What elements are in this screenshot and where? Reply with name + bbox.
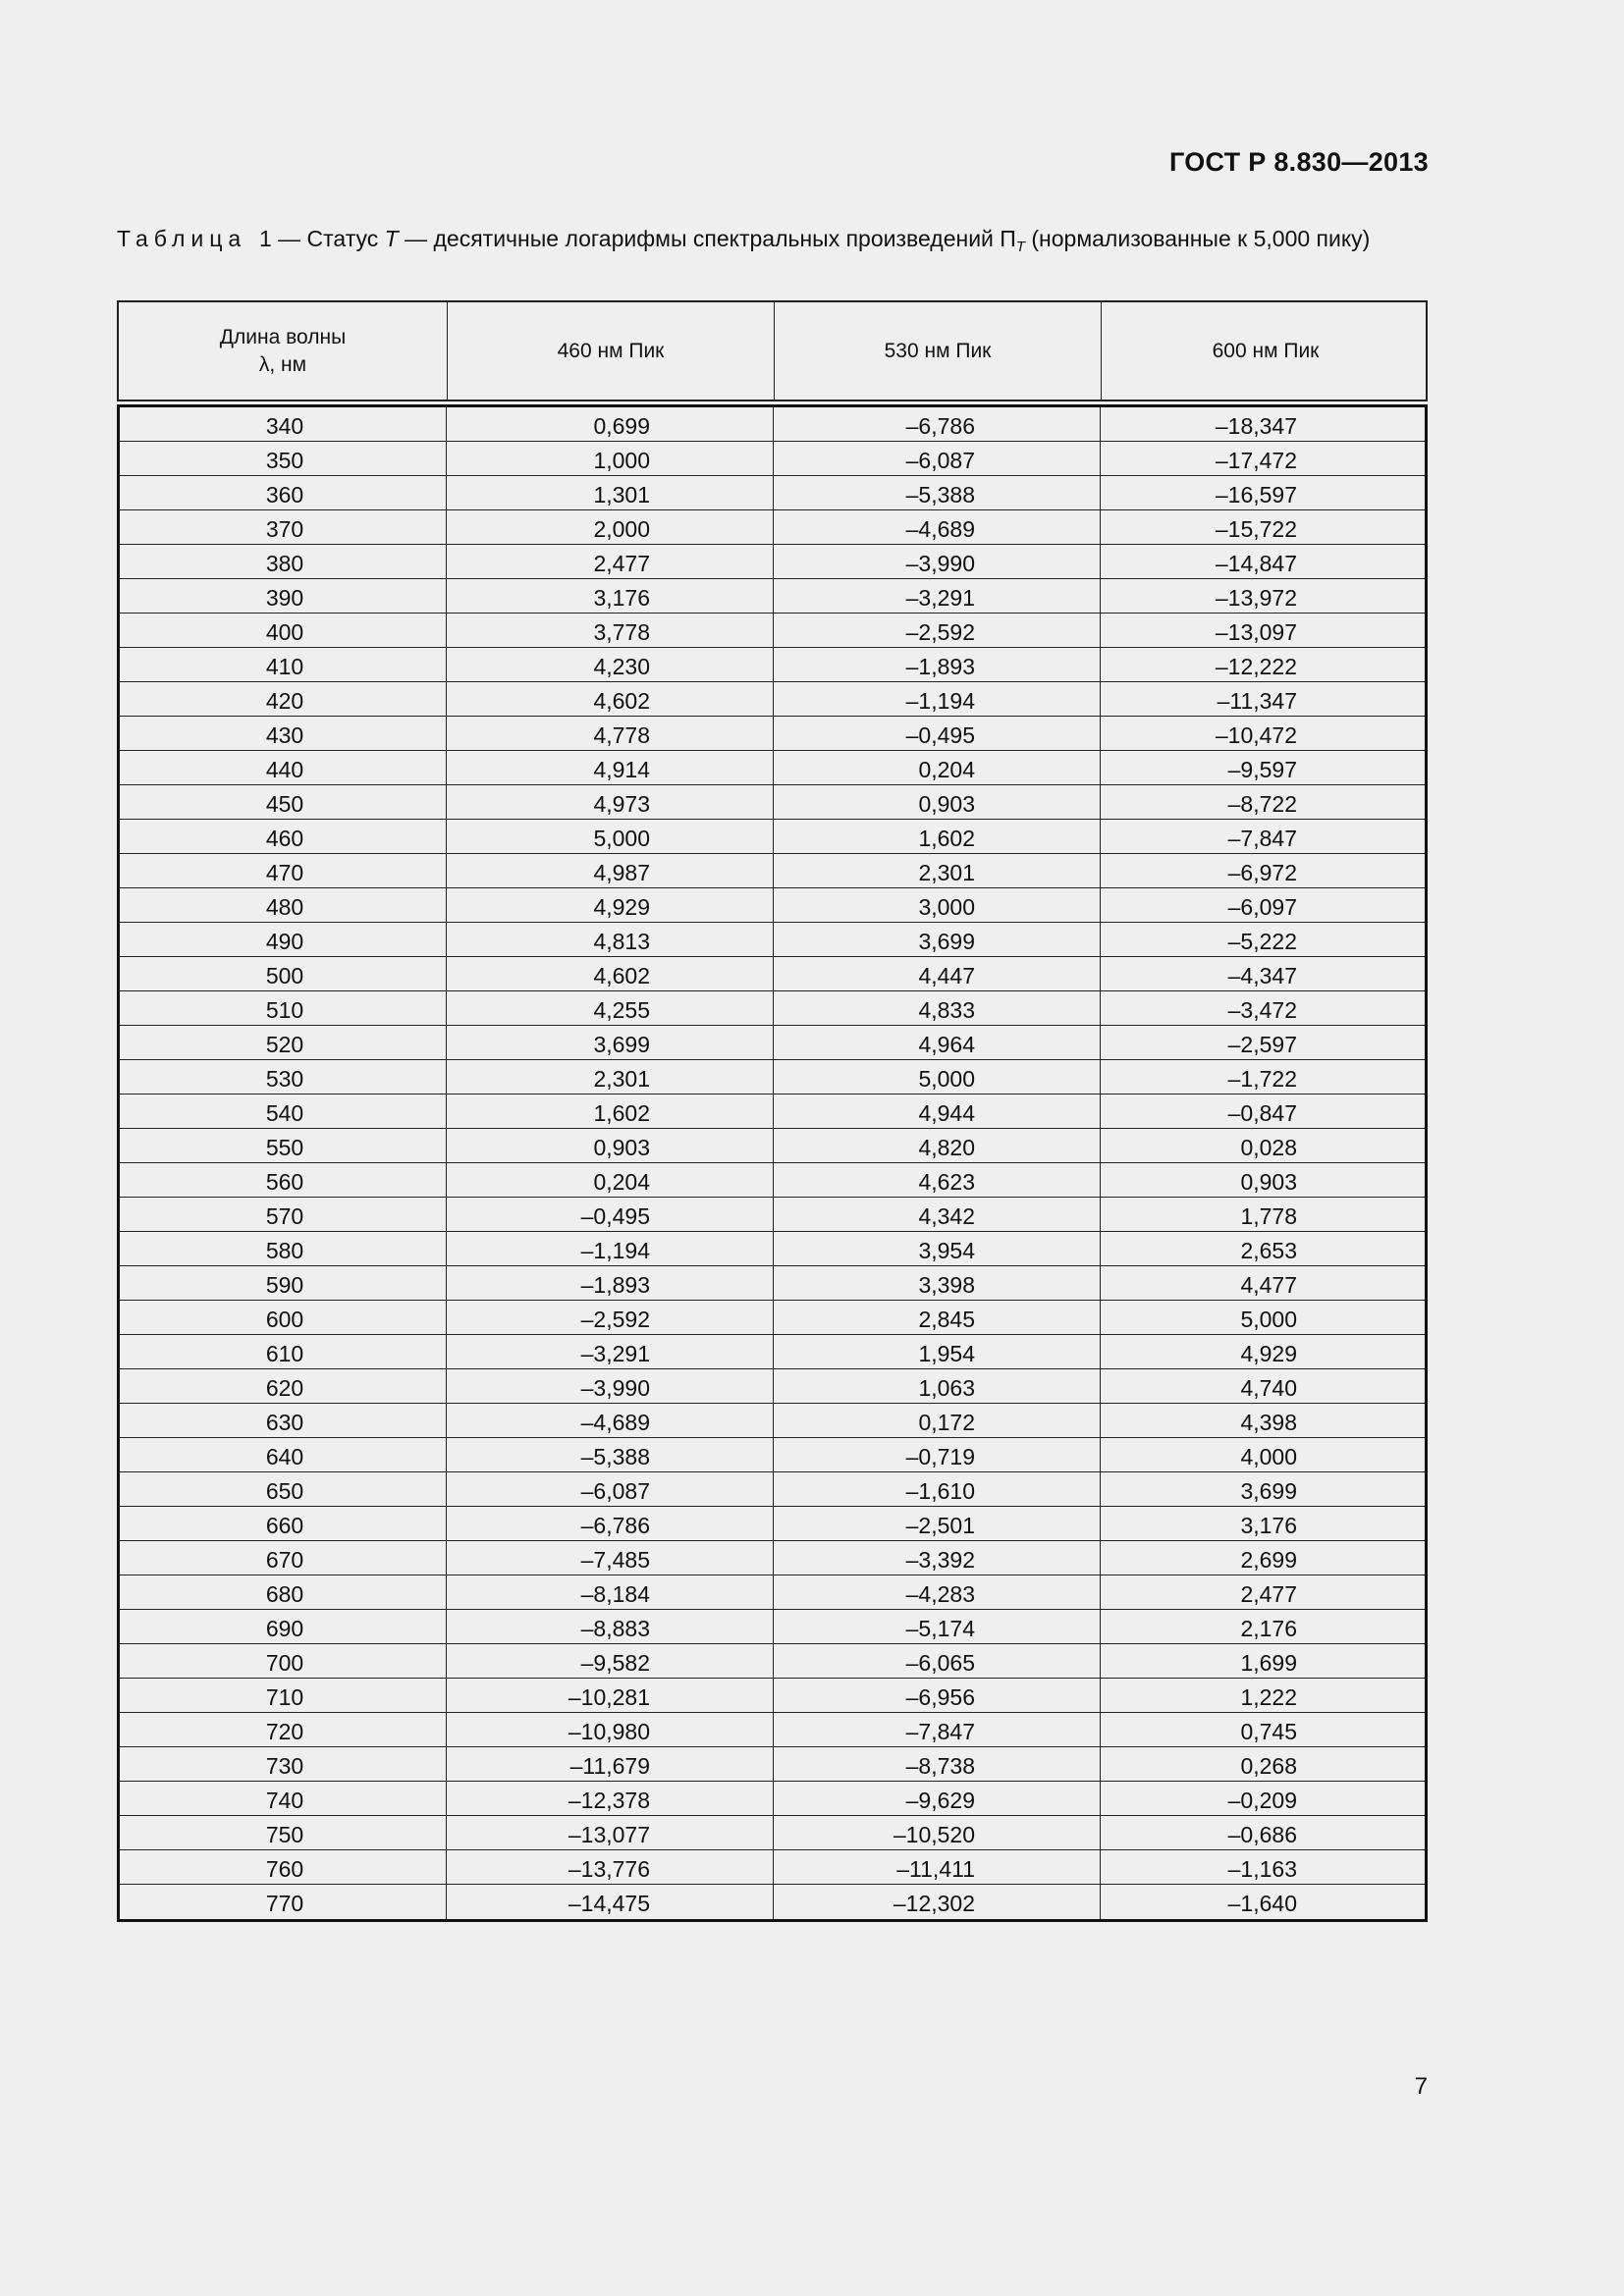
cell-530-peak: –6,065 — [774, 1644, 1101, 1678]
table-row — [120, 1369, 1425, 1404]
cell-wavelength: 370 — [120, 510, 447, 544]
cell-530-peak: –4,689 — [774, 510, 1101, 544]
cell-600-peak: –15,722 — [1215, 515, 1297, 542]
cell-530-peak: –6,087 — [774, 442, 1101, 475]
table-row — [120, 1644, 1425, 1679]
cell-460-peak: 4,914 — [447, 751, 774, 784]
cell-530-peak: –10,520 — [774, 1816, 1101, 1849]
table-header-row — [117, 300, 1428, 401]
cell-530-peak: –7,847 — [774, 1713, 1101, 1746]
table-row — [120, 1507, 1425, 1541]
cell-530-peak: –9,629 — [774, 1782, 1101, 1815]
caption-text-after: (нормализованные к 5,000 пику) — [1024, 226, 1371, 251]
cell-530-peak: 1,602 — [774, 820, 1101, 853]
cell-wavelength: 720 — [120, 1713, 447, 1746]
cell-460-peak: 5,000 — [447, 820, 774, 853]
table-row — [120, 820, 1425, 854]
table-caption — [117, 224, 1431, 262]
cell-wavelength: 520 — [120, 1026, 447, 1059]
cell-600-peak: –13,972 — [1215, 584, 1297, 611]
table-row — [120, 614, 1425, 648]
cell-wavelength: 360 — [120, 476, 447, 509]
table-body — [117, 404, 1428, 1922]
cell-530-peak: –5,388 — [774, 476, 1101, 509]
cell-600-peak: 2,699 — [1240, 1546, 1297, 1573]
table-row — [120, 1129, 1425, 1163]
header-530-peak: 530 нм Пик — [775, 302, 1102, 400]
cell-600-peak: –4,347 — [1227, 962, 1297, 988]
cell-460-peak: –10,980 — [447, 1713, 774, 1746]
cell-530-peak: –3,990 — [774, 545, 1101, 578]
cell-460-peak: 4,778 — [447, 717, 774, 750]
cell-600-peak: 1,699 — [1240, 1649, 1297, 1676]
cell-wavelength: 470 — [120, 854, 447, 887]
cell-wavelength: 490 — [120, 923, 447, 956]
table-row — [120, 545, 1425, 579]
cell-wavelength: 590 — [120, 1266, 447, 1300]
cell-600-peak: –6,097 — [1227, 893, 1297, 920]
table-row — [120, 888, 1425, 923]
cell-wavelength: 450 — [120, 785, 447, 819]
page-number: 7 — [1414, 2073, 1428, 2100]
cell-wavelength: 760 — [120, 1850, 447, 1884]
cell-600-peak: –1,640 — [1227, 1891, 1297, 1916]
cell-wavelength: 530 — [120, 1060, 447, 1094]
cell-600-peak: 4,398 — [1240, 1409, 1297, 1435]
table-row — [120, 510, 1425, 545]
table-row — [120, 1198, 1425, 1232]
cell-600-peak: 2,477 — [1240, 1580, 1297, 1607]
cell-530-peak: 4,342 — [774, 1198, 1101, 1231]
cell-530-peak: 3,699 — [774, 923, 1101, 956]
cell-530-peak: 4,964 — [774, 1026, 1101, 1059]
cell-wavelength: 700 — [120, 1644, 447, 1678]
cell-460-peak: –4,689 — [447, 1404, 774, 1437]
cell-600-peak: 0,903 — [1240, 1168, 1297, 1195]
cell-wavelength: 560 — [120, 1163, 447, 1197]
cell-600-peak: –12,222 — [1215, 653, 1297, 679]
table-row — [120, 1713, 1425, 1747]
cell-530-peak: 4,944 — [774, 1095, 1101, 1128]
cell-460-peak: –10,281 — [447, 1679, 774, 1712]
cell-600-peak: –1,163 — [1227, 1855, 1297, 1882]
cell-530-peak: 4,833 — [774, 991, 1101, 1025]
table-row — [120, 1472, 1425, 1507]
cell-460-peak: –6,087 — [447, 1472, 774, 1506]
cell-wavelength: 600 — [120, 1301, 447, 1334]
table-row — [120, 1232, 1425, 1266]
cell-460-peak: 1,602 — [447, 1095, 774, 1128]
cell-wavelength: 670 — [120, 1541, 447, 1575]
table-row — [120, 854, 1425, 888]
cell-600-peak: 2,653 — [1240, 1237, 1297, 1263]
cell-wavelength: 380 — [120, 545, 447, 578]
cell-460-peak: –13,776 — [447, 1850, 774, 1884]
cell-wavelength: 510 — [120, 991, 447, 1025]
cell-600-peak: 4,929 — [1240, 1340, 1297, 1366]
table-row — [120, 1679, 1425, 1713]
cell-wavelength: 610 — [120, 1335, 447, 1368]
cell-460-peak: 3,176 — [447, 579, 774, 613]
cell-600-peak: –6,972 — [1227, 859, 1297, 885]
cell-530-peak: –1,893 — [774, 648, 1101, 681]
cell-530-peak: 1,063 — [774, 1369, 1101, 1403]
cell-460-peak: –11,679 — [447, 1747, 774, 1781]
cell-460-peak: –9,582 — [447, 1644, 774, 1678]
cell-530-peak: –3,392 — [774, 1541, 1101, 1575]
cell-460-peak: 4,987 — [447, 854, 774, 887]
cell-460-peak: 0,699 — [447, 407, 774, 441]
table-row — [120, 1816, 1425, 1850]
cell-wavelength: 620 — [120, 1369, 447, 1403]
cell-600-peak: 3,176 — [1240, 1512, 1297, 1538]
cell-wavelength: 550 — [120, 1129, 447, 1162]
cell-530-peak: –0,495 — [774, 717, 1101, 750]
caption-number: 1 — [258, 226, 272, 251]
cell-600-peak: –7,847 — [1227, 825, 1297, 851]
cell-wavelength: 630 — [120, 1404, 447, 1437]
cell-530-peak: 4,623 — [774, 1163, 1101, 1197]
cell-530-peak: 1,954 — [774, 1335, 1101, 1368]
cell-460-peak: 4,230 — [447, 648, 774, 681]
cell-460-peak: –13,077 — [447, 1816, 774, 1849]
cell-460-peak: 4,813 — [447, 923, 774, 956]
cell-600-peak: 0,028 — [1240, 1134, 1297, 1160]
cell-530-peak: –4,283 — [774, 1575, 1101, 1609]
cell-460-peak: 1,000 — [447, 442, 774, 475]
cell-wavelength: 480 — [120, 888, 447, 922]
cell-wavelength: 770 — [120, 1885, 447, 1919]
cell-460-peak: –12,378 — [447, 1782, 774, 1815]
document-code: ГОСТ Р 8.830—2013 — [1168, 147, 1429, 177]
cell-600-peak: 4,477 — [1240, 1271, 1297, 1298]
table-row — [120, 785, 1425, 820]
cell-460-peak: 4,255 — [447, 991, 774, 1025]
cell-460-peak: –2,592 — [447, 1301, 774, 1334]
cell-460-peak: 2,477 — [447, 545, 774, 578]
table-row — [120, 1060, 1425, 1095]
cell-wavelength: 660 — [120, 1507, 447, 1540]
cell-530-peak: –2,592 — [774, 614, 1101, 647]
caption-label: Таблица — [117, 226, 247, 251]
cell-530-peak: –0,719 — [774, 1438, 1101, 1471]
cell-wavelength: 440 — [120, 751, 447, 784]
cell-530-peak: 2,845 — [774, 1301, 1101, 1334]
header-wavelength: Длина волны λ, нм — [119, 302, 448, 400]
cell-460-peak: –6,786 — [447, 1507, 774, 1540]
cell-530-peak: –11,411 — [774, 1850, 1101, 1884]
table-row — [120, 957, 1425, 991]
cell-460-peak: 3,778 — [447, 614, 774, 647]
header-600-peak: 600 нм Пик — [1212, 339, 1320, 362]
cell-600-peak: 0,745 — [1240, 1718, 1297, 1744]
cell-wavelength: 690 — [120, 1610, 447, 1643]
cell-600-peak: –1,722 — [1227, 1065, 1297, 1092]
cell-wavelength: 740 — [120, 1782, 447, 1815]
cell-460-peak: –8,883 — [447, 1610, 774, 1643]
cell-600-peak: 2,176 — [1240, 1615, 1297, 1641]
cell-600-peak: –13,097 — [1215, 618, 1297, 645]
caption-text-before: — Статус — [271, 226, 385, 251]
cell-wavelength: 650 — [120, 1472, 447, 1506]
table-row — [120, 1301, 1425, 1335]
cell-530-peak: –1,610 — [774, 1472, 1101, 1506]
table-row — [120, 648, 1425, 682]
cell-460-peak: –5,388 — [447, 1438, 774, 1471]
cell-530-peak: –1,194 — [774, 682, 1101, 716]
cell-530-peak: –12,302 — [774, 1885, 1101, 1919]
cell-wavelength: 750 — [120, 1816, 447, 1849]
cell-530-peak: 0,204 — [774, 751, 1101, 784]
cell-460-peak: –14,475 — [447, 1885, 774, 1919]
cell-wavelength: 570 — [120, 1198, 447, 1231]
cell-600-peak: –14,847 — [1215, 550, 1297, 576]
cell-530-peak: –2,501 — [774, 1507, 1101, 1540]
table-row — [120, 442, 1425, 476]
cell-600-peak: 3,699 — [1240, 1477, 1297, 1504]
cell-530-peak: 3,398 — [774, 1266, 1101, 1300]
cell-460-peak: 0,903 — [447, 1129, 774, 1162]
cell-460-peak: 4,602 — [447, 682, 774, 716]
cell-600-peak: –8,722 — [1227, 790, 1297, 817]
caption-text-middle: — десятичные логарифмы спектральных произведений П — [398, 226, 1016, 251]
table-row — [120, 1610, 1425, 1644]
cell-530-peak: 3,000 — [774, 888, 1101, 922]
table-row — [120, 1438, 1425, 1472]
cell-wavelength: 500 — [120, 957, 447, 990]
cell-530-peak: 3,954 — [774, 1232, 1101, 1265]
cell-460-peak: 4,602 — [447, 957, 774, 990]
header-460-peak: 460 нм Пик — [448, 302, 775, 400]
cell-600-peak: 0,268 — [1240, 1752, 1297, 1779]
table-row — [120, 1026, 1425, 1060]
table-row — [120, 407, 1425, 442]
cell-600-peak: –10,472 — [1215, 721, 1297, 748]
cell-wavelength: 340 — [120, 407, 447, 441]
cell-wavelength: 400 — [120, 614, 447, 647]
table-row — [120, 1575, 1425, 1610]
cell-530-peak: –8,738 — [774, 1747, 1101, 1781]
table-row — [120, 1404, 1425, 1438]
cell-530-peak: –3,291 — [774, 579, 1101, 613]
data-table — [117, 300, 1428, 1922]
cell-460-peak: –1,194 — [447, 1232, 774, 1265]
cell-600-peak: –0,847 — [1227, 1099, 1297, 1126]
table-row — [120, 923, 1425, 957]
cell-wavelength: 710 — [120, 1679, 447, 1712]
cell-600-peak: –3,472 — [1227, 996, 1297, 1023]
cell-wavelength: 430 — [120, 717, 447, 750]
cell-600-peak: –9,597 — [1227, 756, 1297, 782]
cell-530-peak: 4,820 — [774, 1129, 1101, 1162]
cell-600-peak: –2,597 — [1227, 1031, 1297, 1057]
cell-wavelength: 410 — [120, 648, 447, 681]
cell-600-peak: –18,347 — [1215, 412, 1297, 439]
cell-460-peak: 2,301 — [447, 1060, 774, 1094]
table-row — [120, 991, 1425, 1026]
cell-460-peak: –7,485 — [447, 1541, 774, 1575]
cell-600-peak: 4,740 — [1240, 1374, 1297, 1401]
cell-600-peak: –16,597 — [1215, 481, 1297, 507]
table-row — [120, 1747, 1425, 1782]
cell-530-peak: 4,447 — [774, 957, 1101, 990]
caption-subscript: T — [1015, 239, 1025, 255]
cell-530-peak: –5,174 — [774, 1610, 1101, 1643]
cell-600-peak: –17,472 — [1215, 447, 1297, 473]
table-row — [120, 1782, 1425, 1816]
cell-460-peak: –0,495 — [447, 1198, 774, 1231]
cell-460-peak: –8,184 — [447, 1575, 774, 1609]
cell-wavelength: 580 — [120, 1232, 447, 1265]
cell-600-peak: –11,347 — [1217, 687, 1297, 714]
cell-530-peak: –6,786 — [774, 407, 1101, 441]
cell-wavelength: 420 — [120, 682, 447, 716]
cell-460-peak: –1,893 — [447, 1266, 774, 1300]
cell-600-peak: –5,222 — [1227, 928, 1297, 954]
table-row — [120, 1335, 1425, 1369]
cell-530-peak: –6,956 — [774, 1679, 1101, 1712]
cell-600-peak: –0,209 — [1227, 1787, 1297, 1813]
cell-530-peak: 0,903 — [774, 785, 1101, 819]
cell-460-peak: –3,990 — [447, 1369, 774, 1403]
cell-wavelength: 390 — [120, 579, 447, 613]
cell-wavelength: 730 — [120, 1747, 447, 1781]
cell-530-peak: 0,172 — [774, 1404, 1101, 1437]
table-row — [120, 1885, 1425, 1919]
cell-wavelength: 540 — [120, 1095, 447, 1128]
cell-wavelength: 680 — [120, 1575, 447, 1609]
cell-530-peak: 2,301 — [774, 854, 1101, 887]
table-row — [120, 1266, 1425, 1301]
cell-600-peak: 4,000 — [1240, 1443, 1297, 1469]
cell-600-peak: –0,686 — [1227, 1821, 1297, 1847]
table-row — [120, 682, 1425, 717]
table-row — [120, 1095, 1425, 1129]
table-row — [120, 1850, 1425, 1885]
cell-460-peak: 3,699 — [447, 1026, 774, 1059]
table-row — [120, 1163, 1425, 1198]
table-row — [120, 717, 1425, 751]
table-row — [120, 751, 1425, 785]
table-row — [120, 1541, 1425, 1575]
cell-460-peak: 2,000 — [447, 510, 774, 544]
cell-wavelength: 350 — [120, 442, 447, 475]
cell-wavelength: 460 — [120, 820, 447, 853]
cell-600-peak: 1,222 — [1240, 1683, 1297, 1710]
cell-460-peak: 0,204 — [447, 1163, 774, 1197]
cell-600-peak: 1,778 — [1240, 1202, 1297, 1229]
cell-wavelength: 640 — [120, 1438, 447, 1471]
cell-460-peak: 4,973 — [447, 785, 774, 819]
cell-530-peak: 5,000 — [774, 1060, 1101, 1094]
table-row — [120, 579, 1425, 614]
cell-600-peak: 5,000 — [1240, 1306, 1297, 1332]
cell-460-peak: 4,929 — [447, 888, 774, 922]
caption-status-symbol: T — [384, 226, 399, 251]
cell-460-peak: –3,291 — [447, 1335, 774, 1368]
cell-460-peak: 1,301 — [447, 476, 774, 509]
table-row — [120, 476, 1425, 510]
